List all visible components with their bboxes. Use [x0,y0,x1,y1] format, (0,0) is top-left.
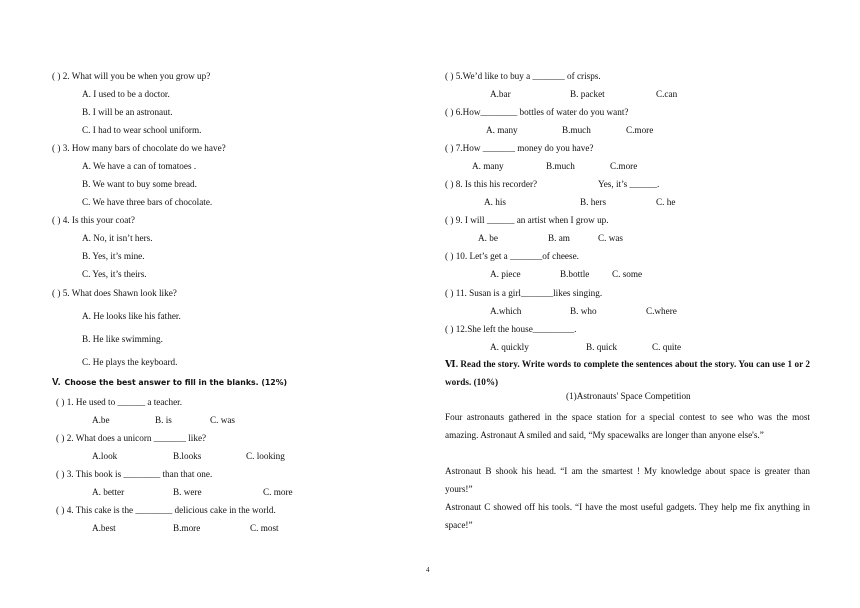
option-c: C. was [210,415,236,425]
option-b: B. were [173,487,202,497]
option-b: B. I will be an astronaut. [82,107,173,117]
option-c: C. more [263,487,293,497]
option-c: C. We have three bars of chocolate. [82,197,213,207]
section-title: Read the story. Write words to complete the sentences about the story. You can use 1 or 2 words. (10%) [445,359,810,387]
option-b: B. packet [570,89,605,99]
option-b: B. quick [586,342,618,352]
option-a: A. many [486,125,518,135]
option-c: C. was [598,233,624,243]
option-a: A.best [92,523,116,533]
option-b: B. is [155,415,172,425]
section-v-heading [52,377,287,389]
option-b: B.much [546,161,575,171]
option-a: A. be [478,233,498,243]
option-a: A.be [92,415,110,425]
option-b: B. who [570,306,597,316]
section-number: V. [52,377,61,388]
question-3: ( ) 3. How many bars of chocolate do we have? [52,143,226,153]
option-a: A. quickly [490,342,529,352]
option-c: C. looking [246,451,285,461]
option-b: B.bottle [560,269,590,279]
option-c: C. some [612,269,643,279]
question-v7: ( ) 7.How _______ money do you have? [445,143,594,153]
option-c: C.more [610,161,638,171]
page-number: 4 [426,566,430,574]
option-a: A. He looks like his father. [82,311,181,321]
story-title: (1)Astronauts' Space Competition [566,391,691,401]
option-c: C.where [646,306,677,316]
option-a: A. piece [490,269,521,279]
story-paragraph-1: Four astronauts gathered in the space station for a special contest to see who was the most amazing. Astronaut A smiled and said, “My spacewalks are longer than anyone else's.” [445,412,810,440]
question-v9: ( ) 9. I will ______ an artist when I grow up. [445,215,609,225]
option-b: B. hers [580,197,607,207]
option-b: B. He like swimming. [82,334,163,344]
option-c: C.more [626,125,654,135]
question-v2: ( ) 2. What does a unicorn _______ like? [56,433,207,443]
question-2: ( ) 2. What will you be when you grow up? [52,71,211,81]
question-v12: ( ) 12.She left the house_________. [445,324,577,334]
question-v8: ( ) 8. Is this his recorder? [445,179,538,189]
option-c: C. I had to wear school uniform. [82,125,202,135]
option-c: C.can [656,89,678,99]
option-b: B. We want to buy some bread. [82,179,197,189]
option-b: B.much [562,125,591,135]
option-b: B. Yes, it’s mine. [82,251,145,261]
section-vi-heading [445,355,810,391]
option-a: A.bar [490,89,511,99]
option-b: B.more [173,523,201,533]
option-a: A. his [484,197,506,207]
option-c: C. most [250,523,279,533]
option-a: A. No, it isn’t hers. [82,233,153,243]
question-v5: ( ) 5.We’d like to buy a _______ of crisps. [445,71,601,81]
option-a: A.look [92,451,118,461]
section-number: Ⅵ. [445,359,458,369]
option-a: A. better [92,487,125,497]
option-c: C. quite [652,342,682,352]
question-v4: ( ) 4. This cake is the ________ delicious cake in the world. [56,505,276,515]
question-v11: ( ) 11. Susan is a girl_______likes singing. [445,288,603,298]
option-a: A. I used to be a doctor. [82,89,170,99]
option-c: C. he [656,197,676,207]
question-v10: ( ) 10. Let’s get a _______of cheese. [445,251,579,261]
question-v1: ( ) 1. He used to ______ a teacher. [56,397,183,407]
question-4: ( ) 4. Is this your coat? [52,215,135,225]
question-v6: ( ) 6.How________ bottles of water do you want? [445,107,629,117]
question-v8-answer: Yes, it’s ______. [598,179,660,189]
option-a: A. many [472,161,504,171]
option-b: B.looks [173,451,202,461]
story-paragraph-3: Astronaut C showed off his tools. “I have the most useful gadgets. They help me fix anything in space!” [445,502,810,530]
question-v3: ( ) 3. This book is ________ than that one. [56,469,213,479]
option-a: A.which [490,306,522,316]
section-title: Choose the best answer to fill in the blanks. (12%) [64,378,288,387]
option-b: B. am [548,233,570,243]
option-c: C. He plays the keyboard. [82,357,178,367]
option-c: C. Yes, it’s theirs. [82,269,147,279]
story-paragraph-2: Astronaut B shook his head. “I am the smartest ! My knowledge about space is greater than yours!” [445,466,810,494]
question-5: ( ) 5. What does Shawn look like? [52,288,177,298]
option-a: A. We have a can of tomatoes . [82,161,197,171]
